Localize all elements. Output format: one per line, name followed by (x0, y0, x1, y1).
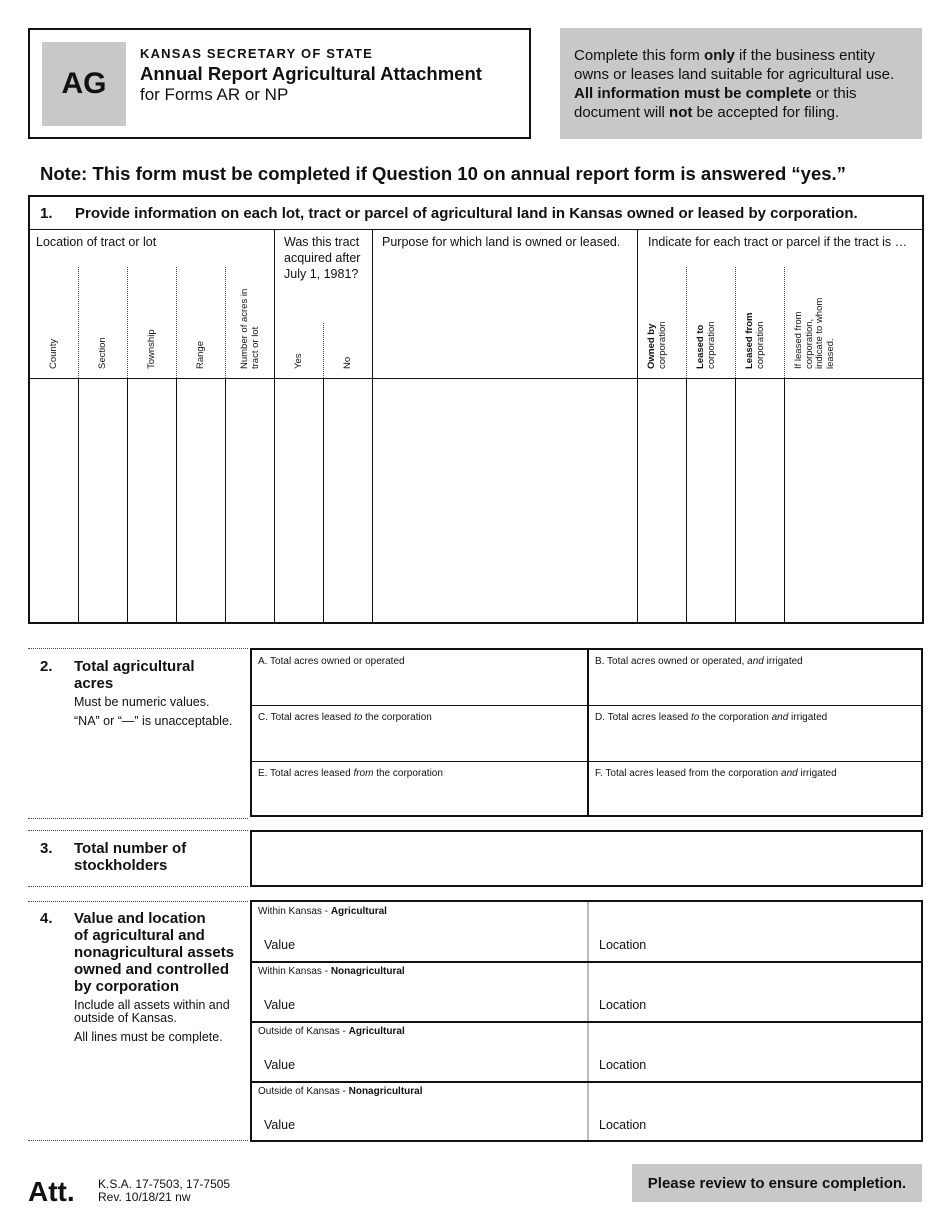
township-entry[interactable] (128, 379, 176, 622)
section3-title (74, 840, 186, 874)
leased-to-whom-entry[interactable] (785, 379, 922, 622)
stockholders-count-field[interactable] (250, 830, 923, 887)
section3-number: 3. (40, 840, 53, 857)
section2-acres-grid (250, 648, 923, 817)
instructions-box (560, 28, 922, 139)
location-label: Location (599, 998, 647, 1012)
within-ks-nonag-location-field[interactable] (589, 982, 921, 1021)
statute-line: K.S.A. 17-7503, 17-7505 (98, 1177, 231, 1191)
total-acres-leased-from-irrigated-field[interactable] (589, 762, 921, 815)
section-col-label: Section (97, 337, 108, 369)
dotted-rule (28, 886, 248, 887)
attachment-label: Att. (28, 1176, 75, 1207)
row-divider (252, 1081, 921, 1083)
if-leased-line: If leased from (793, 311, 804, 369)
form-title: Annual Report Agricultural Attachment (140, 63, 482, 84)
section4-number: 4. (40, 910, 53, 927)
label-emph: from (353, 768, 374, 779)
value-label: Value (264, 1058, 296, 1072)
outside-ks-ag-value-field[interactable] (252, 1042, 587, 1081)
acres-col-label (240, 289, 261, 369)
section2-note: “NA” or “—” is unacceptable. (74, 714, 233, 728)
acres-col-label-line: Number of acres in (239, 288, 250, 369)
subcol-divider (176, 267, 177, 378)
label-emph: to (690, 712, 700, 723)
section3-title-line: Total number of (74, 840, 187, 857)
row-divider (30, 229, 922, 230)
leased-from-col-label-bold: Leased from (744, 312, 755, 369)
label-emph: and (747, 656, 764, 667)
section4-assets-grid (250, 900, 923, 1142)
if-leased-line: leased. (824, 338, 836, 369)
section4-note-line: outside of Kansas. (74, 1011, 177, 1025)
subcol-divider (784, 267, 785, 378)
label-bold: Nonagricultural (330, 966, 405, 977)
section4-title-line: owned and controlled (74, 961, 230, 978)
no-col-label: No (342, 356, 353, 369)
purpose-header: Purpose for which land is owned or leased. (382, 235, 621, 249)
range-col-label: Range (195, 341, 206, 369)
label-emph: to (353, 712, 363, 723)
section2-title-line: Total agricultural (74, 658, 195, 675)
section4-note: All lines must be complete. (74, 1030, 223, 1044)
owned-entry[interactable] (638, 379, 686, 622)
section4-note-line: Include all assets within and (74, 998, 230, 1012)
leased-to-col-label (696, 321, 717, 369)
value-label: Value (264, 998, 296, 1012)
label-text: irrigated (763, 656, 803, 667)
total-acres-owned-label: A. Total acres owned or operated (258, 656, 405, 667)
leased-from-col-label (745, 313, 766, 370)
acquired-header: Was this tract acquired after July 1, 1981? (284, 235, 361, 281)
owned-col-label-rest: corporation (656, 321, 668, 369)
acres-col-label-line: tract or lot (249, 326, 261, 369)
instr-text: be accepted for filing. (692, 104, 840, 121)
section-entry[interactable] (79, 379, 127, 622)
asset-row-label (258, 1026, 405, 1037)
outside-ks-ag-location-field[interactable] (589, 1042, 921, 1081)
label-text: Within Kansas - (258, 906, 331, 917)
total-acres-leased-from-field[interactable] (252, 762, 587, 815)
location-header: Location of tract or lot (36, 235, 157, 249)
yes-col-label: Yes (293, 353, 304, 369)
label-text: the corporation (373, 768, 443, 779)
statute-reference (98, 1178, 230, 1204)
location-label: Location (599, 1118, 647, 1132)
subcol-divider (323, 323, 324, 378)
asset-row-label (258, 906, 387, 917)
dotted-rule (28, 648, 248, 649)
label-text: irrigated (797, 768, 837, 779)
value-label: Value (264, 1118, 296, 1132)
label-text: the corporation (362, 712, 432, 723)
section2-note: Must be numeric values. (74, 695, 210, 709)
completion-note: Note: This form must be completed if Question 10 on annual report form is answered “yes.” (40, 163, 846, 184)
subcol-divider (78, 267, 79, 378)
instr-bold: only (704, 47, 735, 64)
dotted-rule (28, 830, 248, 831)
section1-number: 1. (40, 205, 53, 222)
outside-ks-nonag-location-field[interactable] (589, 1102, 921, 1140)
if-leased-line: corporation, (803, 318, 815, 369)
total-acres-leased-to-irrigated-field[interactable] (589, 706, 921, 761)
range-entry[interactable] (177, 379, 225, 622)
form-code-badge: AG (42, 42, 126, 126)
leased-from-col-label-rest: corporation (754, 321, 766, 369)
purpose-entry[interactable] (373, 379, 637, 622)
label-text: Outside of Kansas - (258, 1026, 349, 1037)
agency-name: KANSAS SECRETARY OF STATE (140, 46, 373, 61)
section4-title-line: nonagricultural assets (74, 944, 235, 961)
section1-title: Provide information on each lot, tract or parcel of agricultural land in Kansas owned or leased by corporation. (75, 205, 858, 222)
total-acres-leased-to-field[interactable] (252, 706, 587, 761)
section1-table (28, 195, 924, 624)
if-leased-col-label (794, 298, 836, 369)
instr-text: if the business entity owns or leases land suitable for agricultural use. (574, 47, 895, 83)
row-divider (252, 961, 921, 963)
label-text: B. Total acres owned or operated, (595, 656, 748, 667)
label-text: irrigated (788, 712, 828, 723)
yes-entry[interactable] (275, 379, 323, 622)
leased-from-entry[interactable] (736, 379, 784, 622)
section4-title-line: by corporation (74, 978, 180, 995)
total-acres-leased-to-label (258, 712, 432, 723)
section4-title-line: of agricultural and (74, 927, 205, 944)
outside-ks-nonag-value-field[interactable] (252, 1102, 587, 1140)
asset-row-label (258, 966, 405, 977)
label-text: D. Total acres leased (595, 712, 691, 723)
section2-title (74, 658, 195, 692)
instr-bold: not (669, 104, 693, 121)
section2-title-line: acres (74, 675, 114, 692)
revision-line: Rev. 10/18/21 nw (98, 1190, 191, 1204)
section4-title (74, 910, 234, 995)
owned-col-label (647, 321, 668, 369)
label-text: the corporation (699, 712, 772, 723)
section3-title-line: stockholders (74, 857, 168, 874)
if-leased-line: indicate to whom (814, 297, 825, 369)
label-text: F. Total acres leased from the corporation (595, 768, 782, 779)
form-subtitle: for Forms AR or NP (140, 85, 289, 104)
label-text: C. Total acres leased (258, 712, 354, 723)
total-acres-owned-field[interactable] (252, 650, 587, 705)
within-ks-ag-value-field[interactable] (252, 922, 587, 961)
subcol-divider (225, 267, 226, 378)
owned-col-label-bold: Owned by (646, 323, 657, 369)
label-text: Within Kansas - (258, 966, 331, 977)
acres-entry[interactable] (226, 379, 274, 622)
location-label: Location (599, 938, 647, 952)
instr-text: Complete this form (574, 47, 705, 64)
total-acres-leased-to-irrigated-label (595, 712, 827, 723)
within-ks-ag-location-field[interactable] (589, 922, 921, 961)
dotted-rule (28, 901, 248, 902)
instr-bold: All information must be complete (574, 85, 812, 102)
total-acres-owned-irrigated-label (595, 656, 803, 667)
total-acres-owned-irrigated-field[interactable] (589, 650, 921, 705)
leased-to-entry[interactable] (687, 379, 735, 622)
subcol-divider (127, 267, 128, 378)
township-col-label: Township (146, 329, 157, 369)
indicate-header: Indicate for each tract or parcel if the tract is … (648, 235, 908, 249)
no-entry[interactable] (324, 379, 372, 622)
total-acres-leased-from-irrigated-label (595, 768, 837, 779)
section2-number: 2. (40, 658, 53, 675)
label-emph: and (771, 712, 789, 723)
dotted-rule (28, 818, 248, 819)
subcol-divider (735, 267, 736, 378)
dotted-rule (28, 1140, 248, 1141)
total-acres-leased-from-label (258, 768, 443, 779)
review-reminder: Please review to ensure completion. (632, 1164, 922, 1202)
county-entry[interactable] (30, 379, 78, 622)
label-bold: Agricultural (348, 1026, 405, 1037)
within-ks-nonag-value-field[interactable] (252, 982, 587, 1021)
asset-row-label (258, 1086, 423, 1097)
row-divider (252, 1021, 921, 1023)
value-label: Value (264, 938, 296, 952)
label-text: Outside of Kansas - (258, 1086, 349, 1097)
label-text: E. Total acres leased (258, 768, 354, 779)
section4-title-line: Value and location (74, 910, 206, 927)
label-emph: and (781, 768, 798, 779)
section4-note (74, 999, 230, 1025)
location-label: Location (599, 1058, 647, 1072)
leased-to-col-label-rest: corporation (705, 321, 717, 369)
instr-text: or this document will (574, 85, 857, 121)
county-col-label: County (48, 338, 59, 369)
label-bold: Nonagricultural (348, 1086, 423, 1097)
label-bold: Agricultural (330, 906, 387, 917)
subcol-divider (686, 267, 687, 378)
leased-to-col-label-bold: Leased to (695, 324, 706, 369)
